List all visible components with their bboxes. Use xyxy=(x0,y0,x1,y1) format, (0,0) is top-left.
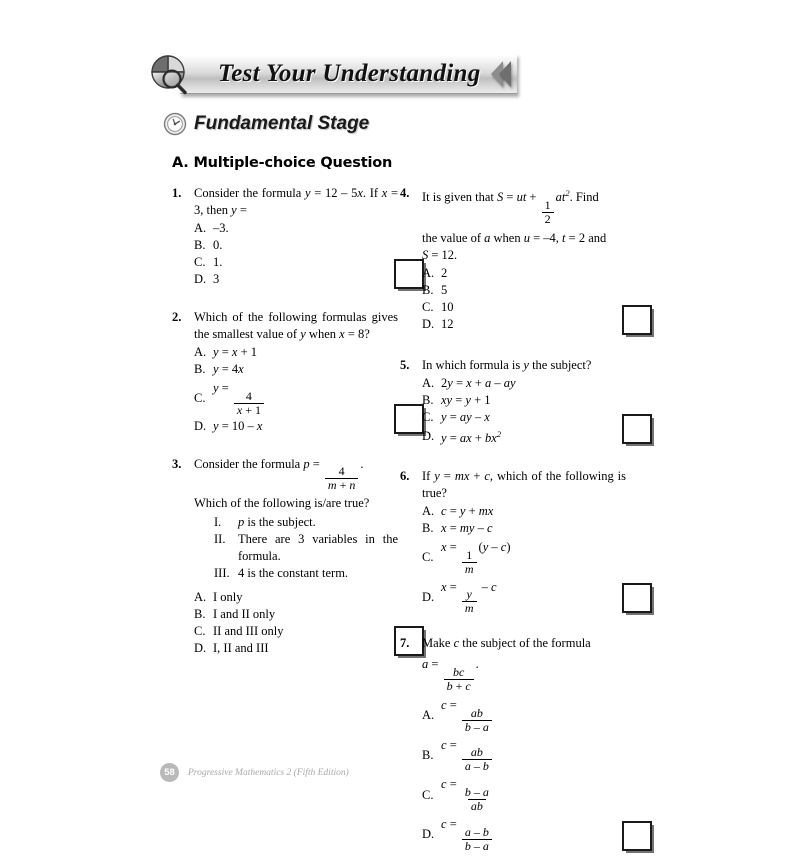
option-a[interactable] xyxy=(422,697,626,734)
option-text: I, II and III xyxy=(213,641,269,656)
question-number: 4. xyxy=(400,186,410,200)
option-label: D. xyxy=(194,272,207,286)
question-4 xyxy=(400,185,626,332)
option-c[interactable] xyxy=(194,254,398,270)
option-label: B. xyxy=(422,392,434,407)
option-c[interactable] xyxy=(422,539,626,576)
option-text: II and III only xyxy=(213,624,284,639)
answer-box-q4[interactable] xyxy=(622,305,652,335)
option-label: D. xyxy=(194,418,207,433)
option-label: C. xyxy=(422,299,434,314)
option-text: y = ay – x xyxy=(441,409,490,424)
page-number-badge: 58 xyxy=(160,763,179,782)
roman-label: I. xyxy=(214,515,222,530)
option-a[interactable] xyxy=(422,503,626,519)
question-stem-2: Which of the following is/are true? xyxy=(194,496,370,511)
option-d[interactable] xyxy=(194,271,398,287)
option-text: 2 xyxy=(441,265,448,280)
roman-item-iii xyxy=(194,565,398,582)
option-label: C. xyxy=(422,787,434,802)
question-stem: If y = mx + c, which of the following is true? xyxy=(422,468,626,500)
option-text: 12 xyxy=(441,316,454,331)
option-b[interactable] xyxy=(194,237,398,253)
roman-list xyxy=(194,514,398,582)
option-text: y = $\frac{4}{x + 1}$ xyxy=(213,380,398,417)
question-number: 2. xyxy=(172,310,182,324)
question-stem: It is given that S = ut + $\frac{1}{2}$ $at^2$. Find xyxy=(422,188,599,226)
option-label: B. xyxy=(422,747,434,762)
option-a[interactable] xyxy=(194,220,398,236)
option-d[interactable] xyxy=(194,640,398,656)
option-a[interactable] xyxy=(194,589,398,605)
roman-item-i xyxy=(194,514,398,531)
roman-text: 4 is the constant term. xyxy=(238,566,349,581)
option-text: c = $\frac{a - b}{b - a}$ xyxy=(441,816,626,853)
options-list xyxy=(194,589,398,656)
roman-label: III. xyxy=(214,566,230,581)
option-d[interactable] xyxy=(422,579,626,616)
stage-title: Fundamental Stage xyxy=(194,113,370,134)
question-formula: a = $\frac{bc}{b + c}$ . xyxy=(422,657,479,693)
option-label: D. xyxy=(194,641,207,656)
option-a[interactable] xyxy=(194,344,398,360)
option-text: 3 xyxy=(213,272,220,286)
magnifier-pie-chart-icon xyxy=(148,52,192,96)
option-label: A. xyxy=(194,345,207,359)
option-c[interactable] xyxy=(422,299,626,315)
options-list xyxy=(194,220,398,287)
option-text: c = $\frac{ab}{b - a}$ xyxy=(441,697,626,734)
question-6 xyxy=(400,468,626,615)
question-3 xyxy=(172,456,398,657)
options-list xyxy=(422,375,626,446)
question-stem: In which formula is y the subject? xyxy=(422,357,592,372)
answer-box-q5[interactable] xyxy=(622,414,652,444)
option-b[interactable] xyxy=(422,737,626,774)
option-label: D. xyxy=(422,316,435,331)
option-label: A. xyxy=(194,221,207,235)
option-c[interactable] xyxy=(422,409,626,425)
roman-text: p is the subject. xyxy=(238,515,316,530)
option-label: D. xyxy=(422,589,435,604)
option-text: 0. xyxy=(213,238,223,252)
page-footer xyxy=(160,763,349,782)
option-text: I and II only xyxy=(213,607,276,622)
option-text: y = 4x xyxy=(213,362,244,376)
option-label: B. xyxy=(194,238,206,252)
options-list xyxy=(422,697,626,853)
option-text: 5 xyxy=(441,282,448,297)
option-c[interactable] xyxy=(422,776,626,813)
option-label: C. xyxy=(194,391,206,406)
question-1 xyxy=(172,185,398,287)
question-number: 3. xyxy=(172,456,182,471)
option-a[interactable] xyxy=(422,265,626,281)
questions-column-left xyxy=(172,185,398,670)
question-number: 5. xyxy=(400,357,410,372)
option-label: B. xyxy=(422,520,434,535)
question-number: 7. xyxy=(400,636,410,651)
option-text: xy = y + 1 xyxy=(441,392,491,407)
options-list xyxy=(194,344,398,434)
option-text: x = my – c xyxy=(441,520,493,535)
option-label: A. xyxy=(422,503,435,518)
option-b[interactable] xyxy=(422,392,626,408)
question-number: 6. xyxy=(400,468,410,483)
option-b[interactable] xyxy=(422,282,626,298)
option-text: c = $\frac{b - a}{ab}$ xyxy=(441,777,489,813)
option-text: –3. xyxy=(213,221,229,235)
roman-text: There are 3 variables in the formula. xyxy=(238,532,398,564)
option-c[interactable] xyxy=(194,380,398,417)
option-label: B. xyxy=(194,362,206,376)
option-label: A. xyxy=(422,708,435,723)
option-label: D. xyxy=(422,827,435,842)
option-text: I only xyxy=(213,590,243,605)
option-label: C. xyxy=(194,255,206,269)
option-b[interactable] xyxy=(194,361,398,377)
option-label: A. xyxy=(422,375,435,390)
option-label: B. xyxy=(194,607,206,622)
question-stem: Which of the following formulas gives the smallest value of y when x = 8? xyxy=(194,310,398,341)
option-text: 10 xyxy=(441,299,454,314)
option-label: A. xyxy=(194,590,207,605)
option-label: A. xyxy=(422,265,435,280)
option-text: c = $\frac{ab}{a - b}$ xyxy=(441,737,626,774)
answer-box-q7[interactable] xyxy=(622,821,652,851)
clock-gauge-icon xyxy=(163,112,187,136)
option-text: y = x + 1 xyxy=(213,345,257,359)
option-b[interactable] xyxy=(194,606,398,622)
option-text: x = $\frac{1}{m}$ (y – c) xyxy=(441,539,511,576)
section-heading-multiple-choice: A. Multiple-choice Question xyxy=(172,155,393,171)
question-number: 1. xyxy=(172,186,182,200)
question-stem: Consider the formula y = 12 – 5x. If x = 3, then y = xyxy=(194,186,398,217)
option-label: C. xyxy=(422,409,434,424)
option-text: 2y = x + a – ay xyxy=(441,375,516,390)
roman-item-ii xyxy=(194,531,398,565)
questions-column-right xyxy=(400,185,626,867)
test-your-understanding-banner xyxy=(148,52,517,96)
option-text: 1. xyxy=(213,255,223,269)
question-2 xyxy=(172,309,398,434)
book-title: Progressive Mathematics 2 (Fifth Edition) xyxy=(188,767,349,778)
banner-title: Test Your Understanding xyxy=(218,60,481,87)
option-b[interactable] xyxy=(422,520,626,536)
option-label: C. xyxy=(422,550,434,565)
option-d[interactable] xyxy=(422,426,626,446)
option-text: x = $\frac{y}{m}$ – c xyxy=(441,579,497,616)
option-d[interactable] xyxy=(422,816,626,853)
option-d[interactable] xyxy=(194,418,398,434)
option-a[interactable] xyxy=(422,375,626,391)
option-d[interactable] xyxy=(422,316,626,332)
option-label: B. xyxy=(422,282,434,297)
option-text: c = y + mx xyxy=(441,503,494,518)
options-list xyxy=(422,265,626,332)
option-text: y = ax + $bx^2$ xyxy=(441,428,502,445)
banner-plate xyxy=(180,54,517,94)
question-stem-3: S = 12. xyxy=(422,247,458,262)
question-5 xyxy=(400,357,626,446)
option-label: C. xyxy=(194,624,206,639)
option-text: y = 10 – x xyxy=(213,418,263,433)
option-label: D. xyxy=(422,428,435,443)
answer-box-q6[interactable] xyxy=(622,583,652,613)
question-stem: Make c the subject of the formula xyxy=(422,636,591,651)
question-stem-2: the value of a when u = –4, t = 2 and xyxy=(422,230,607,245)
question-stem: Consider the formula p = $\frac{4}{m + n}$ . xyxy=(194,456,364,493)
roman-label: II. xyxy=(214,532,226,547)
options-list xyxy=(422,503,626,615)
fundamental-stage-heading xyxy=(163,110,369,138)
question-7 xyxy=(400,635,626,852)
double-chevron-left-icon xyxy=(491,61,511,87)
option-c[interactable] xyxy=(194,623,398,639)
